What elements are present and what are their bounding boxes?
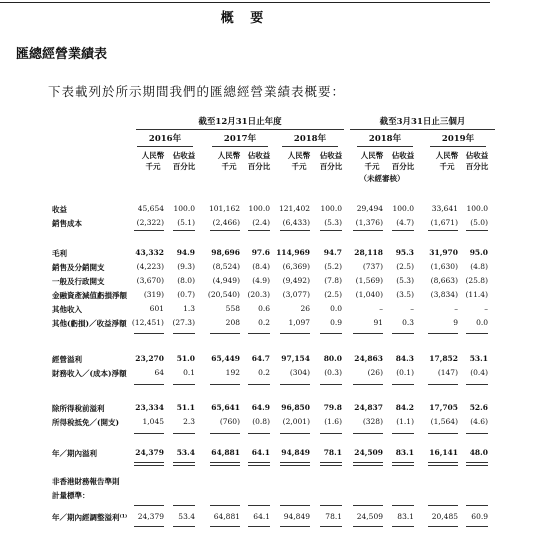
table-cell: 45,654 [137, 204, 164, 213]
group-rule-three-month [350, 129, 495, 130]
subtotal-rule [392, 333, 414, 334]
top-rule [0, 2, 490, 3]
table-cell: 94.9 [176, 248, 195, 257]
year-rule [430, 146, 486, 147]
table-cell: 100.0 [248, 204, 270, 213]
table-cell: 0.6 [258, 304, 270, 313]
bottom-rule [392, 526, 414, 527]
table-cell: (147) [437, 368, 458, 377]
table-cell: 53.4 [176, 448, 195, 457]
rmb-thousand-header: 人民幣 千元 [287, 151, 311, 171]
table-cell: (1,564) [430, 417, 458, 426]
row-label: 收益 [52, 205, 67, 214]
subtotal-rule [320, 230, 342, 231]
subtotal-rule [392, 384, 414, 385]
table-cell: (4.7) [396, 218, 414, 227]
subtotal-rule [428, 433, 458, 434]
table-cell: 24,379 [137, 512, 164, 521]
table-cell: 0.0 [476, 318, 488, 327]
adjusted-rule [210, 505, 240, 506]
subtotal-rule [280, 230, 310, 231]
table-cell: – [379, 304, 383, 313]
row-label: 銷售及分銷開支 [52, 263, 105, 272]
unaudited-note: （未經審核） [359, 174, 405, 183]
table-cell: 78.1 [323, 448, 342, 457]
table-cell: 79.8 [323, 403, 342, 412]
subtotal-rule [210, 384, 240, 385]
subtotal-rule [320, 384, 342, 385]
table-cell: (0.8) [252, 417, 270, 426]
year-rule [282, 146, 338, 147]
table-cell: (0.1) [396, 368, 414, 377]
table-cell: 17,852 [429, 354, 458, 363]
year-rule [212, 146, 268, 147]
table-cell: 64.1 [251, 448, 270, 457]
subtotal-rule [466, 384, 488, 385]
table-cell: (4.8) [470, 262, 488, 271]
subtotal-rule [320, 433, 342, 434]
table-cell: 208 [225, 318, 240, 327]
table-cell: 64,881 [211, 448, 240, 457]
table-cell: 9 [453, 318, 458, 327]
table-cell: (2,001) [282, 417, 310, 426]
table-cell: 24,509 [354, 448, 383, 457]
table-cell: (0.7) [177, 290, 195, 299]
subtotal-rule [173, 384, 195, 385]
table-cell: 91 [373, 318, 383, 327]
table-cell: 24,863 [354, 354, 383, 363]
table-cell: 192 [225, 368, 240, 377]
subtotal-rule [353, 462, 383, 463]
bottom-rule [248, 526, 270, 527]
table-cell: (6,369) [282, 262, 310, 271]
table-cell: 0.2 [258, 318, 270, 327]
table-cell: (3,834) [430, 290, 458, 299]
bottom-rule [466, 526, 488, 527]
subtotal-rule [210, 230, 240, 231]
subtotal-rule [248, 230, 270, 231]
table-cell: (4,223) [136, 262, 164, 271]
subtotal-rule [320, 333, 342, 334]
table-cell: (8,524) [212, 262, 240, 271]
subtotal-rule [248, 333, 270, 334]
table-cell: 16,141 [429, 448, 458, 457]
table-cell: 26 [300, 304, 310, 313]
page-title: 概 要 [220, 11, 270, 26]
group-header-year: 截至12月31日止年度 [198, 117, 282, 127]
non-ifrs-label-2: 計量標準： [52, 491, 90, 500]
table-cell: (1,671) [430, 218, 458, 227]
double-rule [210, 465, 240, 466]
adjusted-rule [392, 505, 414, 506]
subtotal-rule [248, 462, 270, 463]
table-cell: 24,837 [354, 403, 383, 412]
table-cell: 83.1 [395, 448, 414, 457]
year-header: 2019年 [441, 134, 475, 144]
table-cell: (1.6) [324, 417, 342, 426]
table-cell: (5.3) [396, 276, 414, 285]
table-cell: – [454, 304, 458, 313]
adjusted-rule [173, 505, 195, 506]
table-cell: 1.3 [183, 304, 195, 313]
table-cell: (5.1) [177, 218, 195, 227]
group-rule-year [136, 129, 344, 130]
table-cell: 84.2 [395, 403, 414, 412]
table-cell: (1,376) [355, 218, 383, 227]
subtotal-rule [248, 384, 270, 385]
subtotal-rule [210, 333, 240, 334]
table-cell: 100.0 [392, 204, 414, 213]
table-cell: 43,332 [135, 248, 164, 257]
table-cell: (12,451) [131, 318, 164, 327]
table-cell: 33,641 [431, 204, 458, 213]
table-cell: (2.5) [324, 290, 342, 299]
table-cell: 52.6 [469, 403, 488, 412]
adjusted-rule [320, 505, 342, 506]
double-rule [320, 465, 342, 466]
table-cell: 94.7 [323, 248, 342, 257]
subtotal-rule [428, 230, 458, 231]
adjusted-rule [134, 505, 164, 506]
table-cell: 80.0 [323, 354, 342, 363]
table-cell: (8.4) [252, 262, 270, 271]
bottom-rule [134, 526, 164, 527]
rmb-thousand-header: 人民幣 千元 [360, 151, 384, 171]
subtotal-rule [134, 462, 164, 463]
subtotal-rule [392, 433, 414, 434]
row-label: 經營溢利 [52, 355, 82, 364]
subtotal-rule [134, 230, 164, 231]
subtotal-rule [320, 462, 342, 463]
table-cell: 78.1 [325, 512, 342, 521]
rmb-thousand-header: 人民幣 千元 [435, 151, 459, 171]
revenue-pct-header: 佔收益 百分比 [465, 151, 489, 171]
row-label: 年／期內溢利 [52, 449, 97, 458]
table-cell: 0.9 [330, 318, 342, 327]
adjusted-rule [248, 505, 270, 506]
table-cell: 121,402 [278, 204, 310, 213]
table-cell: 65,449 [211, 354, 240, 363]
table-cell: 28,118 [354, 248, 383, 257]
table-cell: (11.4) [465, 290, 488, 299]
row-label: 毛利 [52, 249, 67, 258]
table-cell: (5.2) [324, 262, 342, 271]
table-cell: 100.0 [320, 204, 342, 213]
table-cell: 97.6 [251, 248, 270, 257]
subtotal-rule [134, 333, 164, 334]
table-cell: 0.0 [330, 304, 342, 313]
table-cell: (304) [289, 368, 310, 377]
table-cell: (2,466) [212, 218, 240, 227]
table-cell: (2,322) [136, 218, 164, 227]
table-cell: (319) [143, 290, 164, 299]
subtotal-rule [248, 433, 270, 434]
table-cell: (25.8) [465, 276, 488, 285]
bottom-rule [210, 526, 240, 527]
double-rule [173, 465, 195, 466]
table-cell: 97,154 [281, 354, 310, 363]
table-cell: 17,705 [429, 403, 458, 412]
table-cell: (1,569) [355, 276, 383, 285]
table-cell: 83.1 [397, 512, 414, 521]
double-rule [134, 465, 164, 466]
table-cell: (20,540) [207, 290, 240, 299]
subtotal-rule [428, 462, 458, 463]
table-cell: 64.9 [251, 403, 270, 412]
subtotal-rule [353, 433, 383, 434]
table-cell: 94,849 [281, 448, 310, 457]
table-cell: 1,097 [288, 318, 310, 327]
table-cell: 64.7 [251, 354, 270, 363]
table-cell: 51.0 [176, 354, 195, 363]
row-label: 除所得稅前溢利 [52, 404, 105, 413]
table-cell: 23,270 [135, 354, 164, 363]
table-cell: 24,379 [135, 448, 164, 457]
double-rule [428, 465, 458, 466]
subtotal-rule [173, 462, 195, 463]
bottom-rule [353, 526, 383, 527]
table-cell: 60.9 [471, 512, 488, 521]
bottom-rule [320, 526, 342, 527]
subtotal-rule [280, 462, 310, 463]
double-rule [466, 465, 488, 466]
year-header: 2018年 [368, 134, 402, 144]
table-cell: (3,077) [282, 290, 310, 299]
subtotal-rule [353, 230, 383, 231]
table-cell: (8,663) [430, 276, 458, 285]
table-cell: (2.5) [396, 262, 414, 271]
subtotal-rule [466, 333, 488, 334]
table-cell: 601 [149, 304, 164, 313]
subtotal-rule [466, 462, 488, 463]
revenue-pct-header: 佔收益 百分比 [172, 151, 196, 171]
subtotal-rule [280, 333, 310, 334]
table-cell: 1,045 [142, 417, 164, 426]
table-cell: 98,696 [211, 248, 240, 257]
year-header: 2016年 [148, 134, 182, 144]
table-cell: (4.9) [252, 276, 270, 285]
subtotal-rule [134, 433, 164, 434]
table-cell: (328) [362, 417, 383, 426]
table-cell: 100.0 [173, 204, 195, 213]
double-rule [248, 465, 270, 466]
table-cell: 558 [225, 304, 240, 313]
year-rule [357, 146, 413, 147]
subtotal-rule [428, 384, 458, 385]
subtotal-rule [210, 462, 240, 463]
table-cell: 24,509 [356, 512, 383, 521]
row-label: 所得稅抵免／(開支) [52, 418, 120, 427]
table-cell: (6,433) [282, 218, 310, 227]
row-label: 其他(虧損)／收益淨額 [52, 319, 127, 328]
bottom-rule [173, 526, 195, 527]
table-cell: 96,850 [281, 403, 310, 412]
table-cell: 23,334 [135, 403, 164, 412]
table-cell: (8.0) [177, 276, 195, 285]
table-cell: (5.0) [470, 218, 488, 227]
double-rule [280, 465, 310, 466]
table-cell: 101,162 [208, 204, 240, 213]
table-cell: 51.1 [176, 403, 195, 412]
subtotal-rule [353, 384, 383, 385]
table-cell: 65,641 [211, 403, 240, 412]
bottom-rule [280, 526, 310, 527]
table-cell: 0.3 [402, 318, 414, 327]
double-rule [392, 465, 414, 466]
subtotal-rule [353, 333, 383, 334]
table-cell: 84.3 [395, 354, 414, 363]
subtotal-rule [173, 333, 195, 334]
subtotal-rule [210, 433, 240, 434]
table-cell: (737) [362, 262, 383, 271]
table-cell: (1.1) [396, 417, 414, 426]
table-cell: (9.3) [177, 262, 195, 271]
adjusted-rule [466, 505, 488, 506]
table-cell: (5.3) [324, 218, 342, 227]
subtotal-rule [466, 433, 488, 434]
table-cell: (4,949) [212, 276, 240, 285]
table-cell: 64.1 [253, 512, 270, 521]
table-cell: 2.3 [183, 417, 195, 426]
table-cell: (7.8) [324, 276, 342, 285]
year-header: 2017年 [223, 134, 257, 144]
adjusted-rule [428, 505, 458, 506]
table-cell: 20,485 [431, 512, 458, 521]
table-cell: (4.6) [470, 417, 488, 426]
subtotal-rule [280, 384, 310, 385]
table-cell: (1,630) [430, 262, 458, 271]
table-cell: (20.3) [247, 290, 270, 299]
year-rule [137, 146, 193, 147]
subtotal-rule [173, 230, 195, 231]
subtotal-rule [466, 230, 488, 231]
rmb-thousand-header: 人民幣 千元 [141, 151, 165, 171]
adjusted-rule [353, 505, 383, 506]
table-cell: 95.0 [469, 248, 488, 257]
group-header-three-month: 截至3月31日止三個月 [379, 117, 466, 127]
row-label: 年／期內經調整溢利⁽¹⁾ [52, 513, 128, 522]
subtotal-rule [392, 462, 414, 463]
row-label: 財務收入／(成本)淨額 [52, 369, 127, 378]
table-cell: 94,849 [283, 512, 310, 521]
table-cell: 95.3 [395, 248, 414, 257]
table-cell: (3,670) [136, 276, 164, 285]
subtotal-rule [134, 384, 164, 385]
row-label: 金融資產減值虧損淨額 [52, 291, 127, 300]
table-cell: 31,970 [429, 248, 458, 257]
table-cell: (0.3) [324, 368, 342, 377]
subtotal-rule [173, 433, 195, 434]
row-label: 銷售成本 [52, 219, 82, 228]
table-cell: (1,040) [355, 290, 383, 299]
table-cell: – [410, 304, 414, 313]
table-cell: (26) [367, 368, 383, 377]
table-cell: – [484, 304, 488, 313]
table-cell: (2.4) [252, 218, 270, 227]
table-cell: 0.1 [183, 368, 195, 377]
table-cell: 53.1 [469, 354, 488, 363]
table-cell: 29,494 [356, 204, 383, 213]
subtotal-rule [392, 230, 414, 231]
table-cell: 64 [154, 368, 164, 377]
revenue-pct-header: 佔收益 百分比 [247, 151, 271, 171]
revenue-pct-header: 佔收益 百分比 [391, 151, 415, 171]
table-cell: (0.4) [470, 368, 488, 377]
rmb-thousand-header: 人民幣 千元 [217, 151, 241, 171]
section-title: 匯總經營業績表 [16, 47, 108, 62]
row-label: 其他收入 [52, 305, 82, 314]
year-header: 2018年 [293, 134, 327, 144]
table-cell: 0.2 [258, 368, 270, 377]
table-cell: (9,492) [282, 276, 310, 285]
subtotal-rule [280, 433, 310, 434]
double-rule [353, 465, 383, 466]
row-label: 一般及行政開支 [52, 277, 105, 286]
adjusted-rule [280, 505, 310, 506]
revenue-pct-header: 佔收益 百分比 [319, 151, 343, 171]
table-cell: 48.0 [469, 448, 488, 457]
table-cell: (3.5) [396, 290, 414, 299]
intro-text: 下表載列於所示期間我們的匯總經營業績表概要： [48, 84, 346, 99]
bottom-rule [428, 526, 458, 527]
table-cell: 53.4 [178, 512, 195, 521]
table-cell: 100.0 [466, 204, 488, 213]
table-cell: (27.3) [172, 318, 195, 327]
table-cell: 64,881 [213, 512, 240, 521]
non-ifrs-label: 非香港財務報告準則 [52, 477, 120, 486]
table-cell: (760) [219, 417, 240, 426]
table-cell: 114,969 [276, 248, 310, 257]
subtotal-rule [428, 333, 458, 334]
